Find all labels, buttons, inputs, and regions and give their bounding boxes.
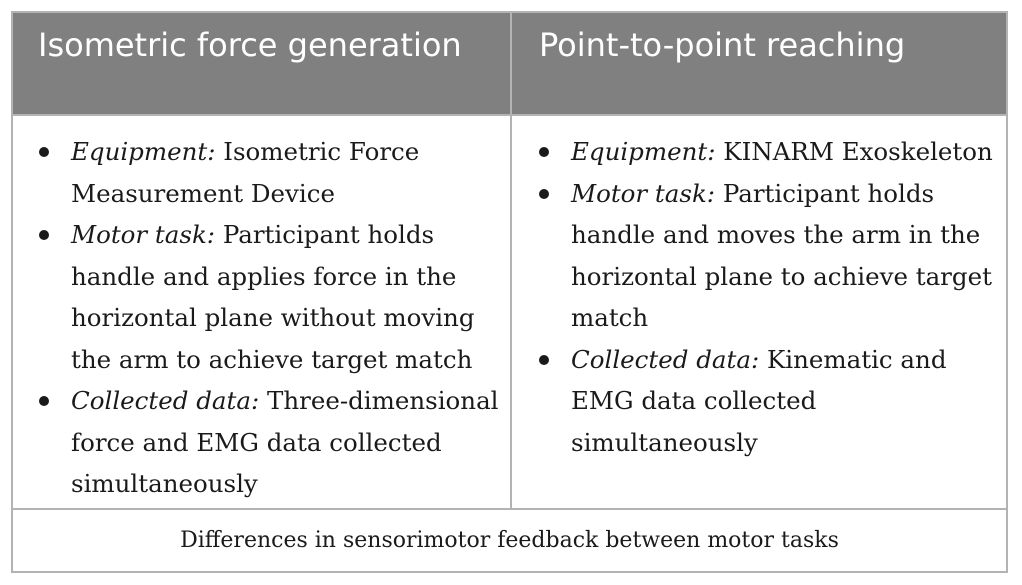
bullet-icon	[39, 230, 49, 240]
table-body-row	[13, 116, 1006, 510]
bullet-icon	[39, 396, 49, 406]
isometric-details-list	[13, 131, 510, 505]
bullet-icon	[39, 147, 49, 157]
bullet-icon	[539, 189, 549, 199]
item-text: Participant holds handle and applies force in the horizontal plane without moving the arm to achieve target match	[71, 220, 475, 374]
isometric-details-cell	[13, 116, 512, 508]
header-isometric-force	[13, 13, 512, 114]
item-label: Collected data:	[71, 386, 260, 415]
item-label: Equipment:	[571, 137, 716, 166]
table-header-row	[13, 13, 1006, 116]
bullet-icon	[539, 147, 549, 157]
header-isometric-force-label: Isometric force generation	[38, 26, 462, 64]
item-label: Motor task:	[571, 178, 716, 208]
table-footer-row	[13, 510, 1006, 571]
item-label: Collected data:	[571, 344, 760, 374]
header-point-to-point-label: Point-to-point reaching	[539, 26, 906, 64]
item-text: KINARM Exoskeleton	[715, 137, 993, 166]
list-item	[512, 339, 1006, 464]
comparison-table	[11, 11, 1008, 573]
item-text: Participant holds handle and moves the arm in the horizontal plane to achieve target match	[571, 178, 992, 332]
footer-caption: Differences in sensorimotor feedback between motor tasks	[180, 528, 839, 553]
reaching-details-list	[512, 131, 1006, 463]
item-text: Isometric Force Measurement Device	[71, 137, 420, 208]
item-label: Equipment:	[71, 137, 216, 166]
list-item	[512, 131, 1006, 173]
list-item	[13, 380, 510, 505]
list-item	[512, 173, 1006, 339]
bullet-icon	[539, 355, 549, 365]
item-label: Motor task:	[71, 220, 216, 249]
list-item	[13, 214, 510, 380]
item-text: Kinematic and EMG data collected simultaneously	[571, 344, 947, 457]
list-item	[13, 131, 510, 214]
header-point-to-point	[512, 13, 1006, 114]
item-text: Three-dimensional force and EMG data collected simultaneously	[71, 386, 499, 498]
reaching-details-cell	[512, 116, 1006, 508]
